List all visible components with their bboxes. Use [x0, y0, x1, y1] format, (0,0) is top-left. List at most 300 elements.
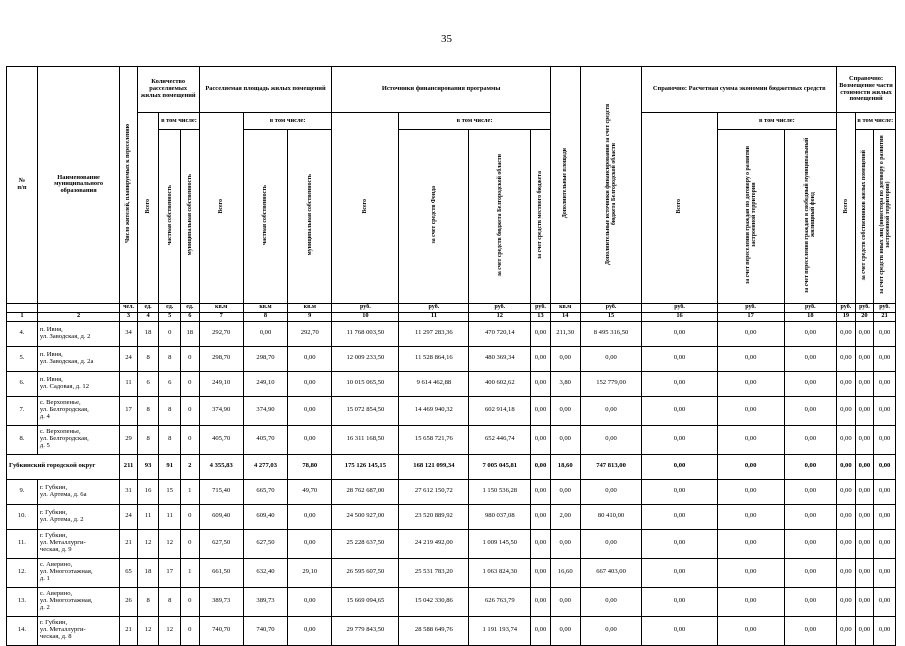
column-number: 17 — [717, 312, 784, 321]
row-value: 1 009 145,50 — [469, 529, 531, 558]
table-row — [7, 616, 896, 645]
row-value: 8 — [159, 346, 181, 371]
row-value: 8 — [159, 587, 181, 616]
row-value: 0,00 — [784, 346, 837, 371]
row-value: 0,00 — [531, 321, 551, 346]
header-others: за счет средств иных лиц (инвестора по договору о развитии застроенной территории) — [874, 130, 896, 304]
row-value: 0 — [181, 529, 200, 558]
header-count-total: Всего — [137, 113, 159, 304]
row-value: 0,00 — [717, 371, 784, 396]
row-value: 0,00 — [784, 425, 837, 454]
row-value: 0,00 — [288, 425, 332, 454]
table-row — [7, 587, 896, 616]
row-value: 8 — [159, 396, 181, 425]
row-value: 0,00 — [784, 558, 837, 587]
row-value: 0,00 — [784, 587, 837, 616]
row-value: 0,00 — [531, 396, 551, 425]
row-value: 740,70 — [243, 616, 287, 645]
row-number: 10. — [7, 504, 38, 529]
row-value: 0,00 — [874, 479, 896, 504]
header-fin-group: Источники финансирования программы — [332, 67, 550, 113]
row-value: 0,00 — [717, 321, 784, 346]
row-value: 18 — [137, 558, 159, 587]
row-value: 0,00 — [717, 558, 784, 587]
row-value: 0,00 — [243, 321, 287, 346]
row-address: г. Губкин, ул. Артема, д. 6а — [37, 479, 119, 504]
row-value: 0,00 — [837, 346, 856, 371]
row-value: 11 297 283,36 — [399, 321, 469, 346]
row-value: 0,00 — [837, 558, 856, 587]
row-value: 0 — [181, 616, 200, 645]
column-number: 20 — [855, 312, 874, 321]
row-value: 12 — [137, 616, 159, 645]
row-value: 0,00 — [874, 425, 896, 454]
row-value: 661,50 — [199, 558, 243, 587]
units-row — [7, 303, 896, 312]
row-value: 8 — [137, 396, 159, 425]
row-value: 21 — [120, 616, 138, 645]
row-value: 65 — [120, 558, 138, 587]
row-value: 0,00 — [288, 616, 332, 645]
subtotal-value: 747 813,00 — [580, 454, 642, 479]
row-value: 374,90 — [243, 396, 287, 425]
row-value: 28 588 649,76 — [399, 616, 469, 645]
row-value: 8 — [159, 425, 181, 454]
row-value: 0,00 — [550, 529, 580, 558]
unit-cell: руб. — [717, 303, 784, 312]
row-value: 0,00 — [717, 587, 784, 616]
header-local: за счет средств местного бюджета — [531, 130, 551, 304]
row-value: 9 614 462,88 — [399, 371, 469, 396]
row-value: 0,00 — [531, 529, 551, 558]
row-value: 0,00 — [642, 425, 717, 454]
header-refund-total: Всего — [837, 113, 856, 304]
row-value: 0,00 — [784, 504, 837, 529]
row-value: 0,00 — [580, 396, 642, 425]
table-row — [7, 346, 896, 371]
column-numbers-row — [7, 312, 896, 321]
row-value: 18 — [137, 321, 159, 346]
header-refund-incl: в том числе: — [855, 113, 895, 130]
resettlement-table — [6, 66, 896, 646]
row-number: 9. — [7, 479, 38, 504]
row-value: 0 — [181, 396, 200, 425]
row-address: с. Верхопенье, ул. Белгородская, д. 4 — [37, 396, 119, 425]
row-value: 665,70 — [243, 479, 287, 504]
unit-cell: кв.м — [288, 303, 332, 312]
row-value: 0,00 — [288, 529, 332, 558]
subtotal-value: 0,00 — [642, 454, 717, 479]
row-value: 12 — [137, 529, 159, 558]
row-value: 211,30 — [550, 321, 580, 346]
table-row — [7, 425, 896, 454]
row-value: 23 520 889,92 — [399, 504, 469, 529]
row-value: 715,40 — [199, 479, 243, 504]
row-value: 0,00 — [717, 479, 784, 504]
row-value: 0,00 — [580, 616, 642, 645]
row-value: 609,40 — [199, 504, 243, 529]
header-name: Наименование муниципального образования — [37, 67, 119, 304]
row-value: 0,00 — [784, 371, 837, 396]
subtotal-name: Губкинский городской округ — [7, 454, 120, 479]
row-value: 18 — [181, 321, 200, 346]
row-value: 0,00 — [855, 396, 874, 425]
subtotal-value: 0,00 — [837, 454, 856, 479]
row-value: 0,00 — [874, 346, 896, 371]
row-value: 0,00 — [580, 479, 642, 504]
row-value: 0,00 — [874, 529, 896, 558]
row-value: 0,00 — [288, 346, 332, 371]
row-value: 16 — [137, 479, 159, 504]
column-number: 11 — [399, 312, 469, 321]
subtotal-value: 93 — [137, 454, 159, 479]
row-value: 0,00 — [531, 371, 551, 396]
subtotal-value: 0,00 — [784, 454, 837, 479]
row-value: 0,00 — [874, 371, 896, 396]
subtotal-value: 7 005 045,81 — [469, 454, 531, 479]
header-fin-incl: в том числе: — [399, 113, 550, 130]
row-value: 0,00 — [855, 504, 874, 529]
row-value: 80 410,00 — [580, 504, 642, 529]
row-value: 0,00 — [550, 587, 580, 616]
unit-cell: руб. — [580, 303, 642, 312]
row-value: 0,00 — [837, 616, 856, 645]
row-value: 0,00 — [837, 529, 856, 558]
column-number: 9 — [288, 312, 332, 321]
row-value: 0,00 — [531, 346, 551, 371]
row-value: 0 — [181, 346, 200, 371]
row-value: 292,70 — [199, 321, 243, 346]
row-value: 12 — [159, 616, 181, 645]
row-value: 28 762 687,00 — [332, 479, 399, 504]
header-area-group: Расселяемая площадь жилых помещений — [199, 67, 332, 113]
row-number: 12. — [7, 558, 38, 587]
table-row — [7, 396, 896, 425]
row-value: 0,00 — [855, 587, 874, 616]
unit-cell: руб. — [469, 303, 531, 312]
row-address: п. Ивня, ул. Садовая, д. 12 — [37, 371, 119, 396]
header-fin-total: Всего — [332, 113, 399, 304]
row-value: 0,00 — [531, 558, 551, 587]
row-value: 0,00 — [837, 321, 856, 346]
row-value: 405,70 — [243, 425, 287, 454]
row-value: 249,10 — [243, 371, 287, 396]
header-count-incl: в том числе: — [159, 113, 199, 130]
header-area-total: Всего — [199, 113, 243, 304]
subtotal-value: 91 — [159, 454, 181, 479]
row-value: 0,00 — [855, 529, 874, 558]
row-value: 627,50 — [243, 529, 287, 558]
column-number: 10 — [332, 312, 399, 321]
row-value: 11 528 864,16 — [399, 346, 469, 371]
row-value: 0 — [181, 371, 200, 396]
unit-cell: руб. — [784, 303, 837, 312]
row-value: 29,10 — [288, 558, 332, 587]
column-number: 14 — [550, 312, 580, 321]
header-num: № п/п — [7, 67, 38, 304]
row-value: 24 219 492,00 — [399, 529, 469, 558]
row-value: 8 — [137, 587, 159, 616]
row-value: 8 495 316,50 — [580, 321, 642, 346]
header-fund: за счет средств Фонда — [399, 130, 469, 304]
column-number: 2 — [37, 312, 119, 321]
row-value: 0,00 — [580, 346, 642, 371]
row-address: г. Губкин, ул. Металлурги- ческая, д. 9 — [37, 529, 119, 558]
row-value: 0,00 — [550, 425, 580, 454]
header-savings-total: Всего — [642, 113, 717, 304]
subtotal-value: 0,00 — [717, 454, 784, 479]
row-value: 0,00 — [642, 529, 717, 558]
row-value: 389,73 — [199, 587, 243, 616]
row-value: 25 531 783,20 — [399, 558, 469, 587]
row-value: 470 720,14 — [469, 321, 531, 346]
unit-cell: кв.м — [243, 303, 287, 312]
row-value: 0,00 — [642, 321, 717, 346]
row-value: 0,00 — [642, 558, 717, 587]
unit-cell: руб. — [642, 303, 717, 312]
header-area-incl: в том числе: — [243, 113, 332, 130]
row-address: с. Аверино, ул. Многоэтажная, д. 2 — [37, 587, 119, 616]
row-value: 0,00 — [642, 346, 717, 371]
row-number: 7. — [7, 396, 38, 425]
row-value: 0,00 — [717, 504, 784, 529]
row-value: 0,00 — [580, 587, 642, 616]
row-value: 667 403,00 — [580, 558, 642, 587]
row-value: 609,40 — [243, 504, 287, 529]
row-value: 15 072 854,50 — [332, 396, 399, 425]
row-value: 16 311 168,50 — [332, 425, 399, 454]
header-area-private: частная собственность — [243, 130, 287, 304]
row-value: 0,00 — [837, 425, 856, 454]
row-value: 3,80 — [550, 371, 580, 396]
row-value: 0,00 — [837, 479, 856, 504]
row-value: 49,70 — [288, 479, 332, 504]
row-value: 0,00 — [874, 587, 896, 616]
row-value: 0,00 — [874, 396, 896, 425]
unit-cell: чел. — [120, 303, 138, 312]
row-value: 24 — [120, 346, 138, 371]
row-address: п. Ивня, ул. Заводская, д. 2 — [37, 321, 119, 346]
row-value: 0,00 — [717, 396, 784, 425]
row-value: 8 — [137, 425, 159, 454]
unit-cell: ед. — [137, 303, 159, 312]
unit-cell: руб. — [874, 303, 896, 312]
row-value: 27 612 150,72 — [399, 479, 469, 504]
row-number: 6. — [7, 371, 38, 396]
row-value: 0,00 — [784, 616, 837, 645]
column-number: 8 — [243, 312, 287, 321]
row-value: 14 469 940,32 — [399, 396, 469, 425]
row-value: 26 595 607,50 — [332, 558, 399, 587]
subtotal-value: 4 277,03 — [243, 454, 287, 479]
header-owners: за счет средств собственников жилых помещений — [855, 130, 874, 304]
row-value: 0,00 — [874, 616, 896, 645]
row-value: 34 — [120, 321, 138, 346]
row-value: 0,00 — [784, 529, 837, 558]
row-value: 0,00 — [717, 425, 784, 454]
unit-blank — [7, 303, 38, 312]
column-number: 18 — [784, 312, 837, 321]
header-savings-group: Справочно: Расчетная сумма экономии бюджетных средств — [642, 67, 837, 113]
row-value: 298,70 — [243, 346, 287, 371]
row-value: 0,00 — [874, 558, 896, 587]
row-value: 2,00 — [550, 504, 580, 529]
unit-cell: ед. — [159, 303, 181, 312]
row-value: 0 — [181, 425, 200, 454]
row-address: г. Губкин, ул. Металлурги- ческая, д. 8 — [37, 616, 119, 645]
subtotal-value: 211 — [120, 454, 138, 479]
unit-cell: руб. — [837, 303, 856, 312]
row-value: 21 — [120, 529, 138, 558]
row-value: 0,00 — [531, 425, 551, 454]
row-address: с. Аверино, ул. Многоэтажная, д. 1 — [37, 558, 119, 587]
row-value: 0,00 — [642, 371, 717, 396]
unit-cell: руб. — [332, 303, 399, 312]
row-value: 15 658 721,76 — [399, 425, 469, 454]
row-value: 0,00 — [874, 504, 896, 529]
column-number: 4 — [137, 312, 159, 321]
row-value: 8 — [137, 346, 159, 371]
subtotal-value: 175 126 145,15 — [332, 454, 399, 479]
header-refund-group: Справочно: Возмещение части стоимости жилых помещений — [837, 67, 896, 113]
row-value: 152 779,00 — [580, 371, 642, 396]
row-value: 0,00 — [642, 479, 717, 504]
row-value: 0,00 — [717, 529, 784, 558]
page-number: 35 — [441, 33, 452, 45]
header-residents: Число жителей, планируемых к переселению — [120, 67, 138, 304]
column-number: 1 — [7, 312, 38, 321]
row-value: 0,00 — [855, 321, 874, 346]
row-value: 11 — [137, 504, 159, 529]
row-value: 0,00 — [784, 321, 837, 346]
row-value: 12 009 233,50 — [332, 346, 399, 371]
row-number: 5. — [7, 346, 38, 371]
row-number: 8. — [7, 425, 38, 454]
row-value: 1 063 824,30 — [469, 558, 531, 587]
row-value: 0,00 — [855, 558, 874, 587]
row-value: 0,00 — [580, 529, 642, 558]
row-value: 15 — [159, 479, 181, 504]
column-number: 13 — [531, 312, 551, 321]
row-address: с. Верхопенье, ул. Белгородская, д. 5 — [37, 425, 119, 454]
row-value: 0,00 — [550, 479, 580, 504]
row-value: 29 779 843,50 — [332, 616, 399, 645]
header-resettle-free: за счет переселения граждан в свободный муниципальный жилищный фонд — [784, 130, 837, 304]
column-number: 19 — [837, 312, 856, 321]
row-value: 626 763,79 — [469, 587, 531, 616]
table-row — [7, 558, 896, 587]
row-value: 6 — [159, 371, 181, 396]
table-row — [7, 479, 896, 504]
table-row — [7, 504, 896, 529]
row-number: 11. — [7, 529, 38, 558]
row-address: г. Губкин, ул. Артема, д. 2 — [37, 504, 119, 529]
row-value: 0,00 — [642, 587, 717, 616]
row-value: 480 369,34 — [469, 346, 531, 371]
row-value: 0 — [181, 587, 200, 616]
row-value: 25 228 637,50 — [332, 529, 399, 558]
row-value: 389,73 — [243, 587, 287, 616]
row-address: п. Ивня, ул. Заводская, д. 2а — [37, 346, 119, 371]
row-value: 17 — [159, 558, 181, 587]
header-extra-area: Дополнительные площади — [550, 67, 580, 304]
row-value: 0,00 — [550, 346, 580, 371]
row-value: 0,00 — [288, 587, 332, 616]
unit-cell: руб. — [855, 303, 874, 312]
unit-cell: руб. — [531, 303, 551, 312]
column-number: 6 — [181, 312, 200, 321]
row-value: 652 446,74 — [469, 425, 531, 454]
row-value: 24 — [120, 504, 138, 529]
row-value: 1 — [181, 558, 200, 587]
row-value: 0,00 — [855, 371, 874, 396]
row-value: 0,00 — [855, 346, 874, 371]
row-value: 0,00 — [531, 479, 551, 504]
row-value: 1 150 536,28 — [469, 479, 531, 504]
row-value: 17 — [120, 396, 138, 425]
row-value: 0,00 — [837, 371, 856, 396]
subtotal-value: 78,80 — [288, 454, 332, 479]
row-value: 12 — [159, 529, 181, 558]
row-value: 374,90 — [199, 396, 243, 425]
row-value: 16,60 — [550, 558, 580, 587]
row-value: 0,00 — [531, 504, 551, 529]
row-value: 6 — [137, 371, 159, 396]
row-value: 0,00 — [717, 346, 784, 371]
row-number: 14. — [7, 616, 38, 645]
subtotal-value: 18,60 — [550, 454, 580, 479]
row-value: 0,00 — [837, 587, 856, 616]
row-value: 292,70 — [288, 321, 332, 346]
row-value: 0,00 — [874, 321, 896, 346]
column-number: 7 — [199, 312, 243, 321]
row-value: 15 669 094,65 — [332, 587, 399, 616]
header-count-municipal: муниципальная собственность — [181, 130, 200, 304]
row-value: 0,00 — [717, 616, 784, 645]
row-value: 602 914,18 — [469, 396, 531, 425]
row-value: 1 191 193,74 — [469, 616, 531, 645]
header-count-private: частная собственность — [159, 130, 181, 304]
unit-blank — [37, 303, 119, 312]
column-number: 3 — [120, 312, 138, 321]
unit-cell: руб. — [399, 303, 469, 312]
row-value: 1 — [181, 479, 200, 504]
row-value: 0,00 — [550, 616, 580, 645]
row-value: 11 — [120, 371, 138, 396]
row-value: 0,00 — [288, 396, 332, 425]
row-number: 13. — [7, 587, 38, 616]
header-resettle-dev: за счет переселения граждан по договору о развитии застроенной территории — [717, 130, 784, 304]
row-value: 0,00 — [580, 425, 642, 454]
header-extra-sources: Дополнительные источники финансирования за счет средств бюджета Белгородской области — [580, 67, 642, 304]
row-value: 10 015 065,50 — [332, 371, 399, 396]
column-number: 16 — [642, 312, 717, 321]
unit-cell: ед. — [181, 303, 200, 312]
row-value: 26 — [120, 587, 138, 616]
row-value: 0,00 — [642, 396, 717, 425]
row-value: 0,00 — [288, 504, 332, 529]
row-value: 0 — [159, 321, 181, 346]
row-value: 0,00 — [784, 396, 837, 425]
row-value: 0,00 — [784, 479, 837, 504]
row-value: 298,70 — [199, 346, 243, 371]
row-value: 0,00 — [837, 504, 856, 529]
row-value: 11 768 003,50 — [332, 321, 399, 346]
row-value: 980 037,08 — [469, 504, 531, 529]
unit-cell: кв.м — [550, 303, 580, 312]
row-value: 0,00 — [531, 587, 551, 616]
row-value: 400 602,62 — [469, 371, 531, 396]
